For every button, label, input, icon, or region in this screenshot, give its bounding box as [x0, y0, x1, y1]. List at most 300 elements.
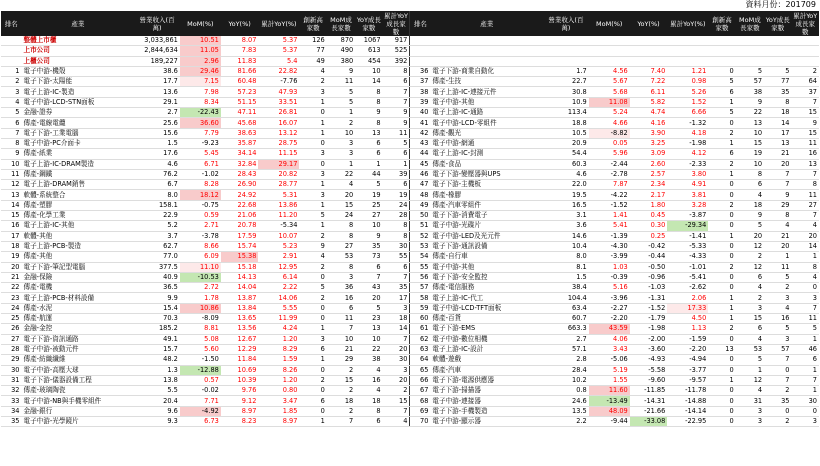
cell-yoy: 38.63 [221, 128, 259, 138]
cell-cum-count: 20 [383, 344, 410, 354]
cell-mom: 7.87 [589, 180, 630, 190]
cell-cum-yoy: 3.80 [667, 169, 708, 179]
cell-rank: 5 [1, 108, 22, 118]
cell-mom-count: 22 [736, 108, 764, 118]
cell-rank: 10 [1, 159, 22, 169]
cell-mom: -1.02 [180, 169, 221, 179]
summary-mom: 10.51 [180, 36, 221, 46]
cell-revenue: 104.4 [543, 293, 589, 303]
cell-new-high: 0 [299, 138, 326, 148]
cell-industry: 傳產-自行車 [430, 252, 543, 262]
cell-yoy: 4.16 [630, 118, 668, 128]
summary-row [1, 46, 819, 56]
cell-mom-count: 36 [327, 283, 355, 293]
cell-new-high: 1 [299, 128, 326, 138]
cell-yoy: 22.68 [221, 200, 259, 210]
cell-yoy: -33.08 [630, 416, 668, 426]
cell-revenue: 4.6 [543, 169, 589, 179]
cell-industry: 傳產-電線電纜 [22, 118, 135, 128]
cell-revenue: 0.8 [543, 386, 589, 396]
cell-new-high: 6 [299, 344, 326, 354]
col-header-mom: MoM(%) [589, 11, 630, 36]
cell-mom: 4.56 [589, 66, 630, 76]
cell-cum-count: 55 [383, 252, 410, 262]
cell-mom: 6.71 [180, 159, 221, 169]
empty-cell [791, 56, 819, 66]
cell-yoy: 12.29 [221, 344, 259, 354]
cell-industry: 電子下游-掃描器 [430, 386, 543, 396]
cell-cum-yoy: -4.94 [667, 355, 708, 365]
cell-rank: 70 [410, 416, 431, 426]
cell-cum-yoy: 5.55 [258, 303, 299, 313]
cell-yoy-count: 5 [355, 180, 382, 190]
cell-revenue: 15.6 [134, 128, 180, 138]
col-header-yoy-count: YoY成長家數 [355, 11, 382, 36]
cell-mom: -2.78 [589, 169, 630, 179]
cell-cum-count: 6 [791, 355, 819, 365]
cell-mom: 36.60 [180, 118, 221, 128]
table-row [1, 416, 819, 426]
empty-cell [791, 46, 819, 56]
cell-industry: 傳產-電信服務 [430, 283, 543, 293]
cell-yoy-count: 35 [355, 241, 382, 251]
cell-industry: 傳產-紙業 [22, 149, 135, 159]
cell-revenue: 3.6 [543, 221, 589, 231]
table-row [1, 334, 819, 344]
cell-new-high: 0 [708, 118, 735, 128]
cell-yoy-count: 10 [355, 66, 382, 76]
cell-revenue: 20.4 [134, 396, 180, 406]
cell-cum-count: 4 [791, 221, 819, 231]
cell-yoy: 6.11 [630, 87, 668, 97]
col-header-cum-count: 累計YoY成長家數 [383, 11, 408, 36]
cell-revenue: 18.8 [543, 118, 589, 128]
cell-yoy-count: 4 [355, 365, 382, 375]
empty-cell [410, 46, 431, 56]
cell-new-high: 0 [708, 272, 735, 282]
cell-cum-count: 3 [383, 365, 410, 375]
cell-yoy-count: 9 [355, 108, 382, 118]
cell-mom-count: 10 [327, 128, 355, 138]
cell-revenue: 63.4 [543, 303, 589, 313]
cell-cum-yoy: 28.75 [258, 138, 299, 148]
empty-cell [708, 46, 735, 56]
cell-cum-yoy: 17.33 [667, 303, 708, 313]
col-header-cum-yoy: 累計YoY(%) [258, 11, 299, 36]
cell-industry: 電子上游-IC-其他 [22, 221, 135, 231]
cell-yoy-count: 4 [355, 386, 382, 396]
cell-cum-count: 5 [791, 324, 819, 334]
cell-cum-count: 8 [383, 66, 410, 76]
cell-mom: 5.67 [589, 77, 630, 87]
cell-rank: 53 [410, 241, 431, 251]
cell-revenue: 13.5 [543, 406, 589, 416]
cell-revenue: 3.7 [134, 231, 180, 241]
cell-mom-count: 9 [327, 66, 355, 76]
cell-cum-count: 1 [383, 159, 410, 169]
cell-new-high: 3 [299, 169, 326, 179]
cell-cum-count: 7 [791, 169, 819, 179]
cell-cum-count: 6 [383, 262, 410, 272]
cell-new-high: 0 [299, 159, 326, 169]
cell-revenue: 29.1 [134, 97, 180, 107]
cell-industry: 傳產-塑膠 [22, 200, 135, 210]
cell-new-high: 1 [708, 314, 735, 324]
cell-rank: 52 [410, 231, 431, 241]
cell-rank: 40 [410, 108, 431, 118]
cell-industry: 電子中游-NB與手機零組件 [22, 396, 135, 406]
cell-revenue: 54.4 [543, 149, 589, 159]
cell-new-high: 3 [299, 149, 326, 159]
summary-yoy: 11.83 [221, 56, 259, 66]
table-row [1, 108, 819, 118]
cell-mom-count: 11 [327, 77, 355, 87]
cell-new-high: 1 [708, 231, 735, 241]
table-row [1, 128, 819, 138]
summary-yoy_n: 454 [355, 56, 382, 66]
cell-cum-yoy: 4.12 [667, 149, 708, 159]
cell-mom-count: 10 [736, 159, 764, 169]
cell-yoy: 11.84 [221, 355, 259, 365]
summary-revenue: 189,227 [134, 56, 180, 66]
cell-industry: 電子下游-工業電腦 [22, 128, 135, 138]
cell-mom-count: 29 [327, 355, 355, 365]
cell-mom-count: 31 [736, 396, 764, 406]
cell-industry: 電子下游-電源供應器 [430, 375, 543, 385]
table-row [1, 66, 819, 76]
cell-cum-yoy: 1.21 [667, 66, 708, 76]
summary-revenue: 2,844,634 [134, 46, 180, 56]
cell-mom-count: 9 [736, 211, 764, 221]
cell-mom-count: 3 [327, 149, 355, 159]
cell-new-high: 0 [708, 221, 735, 231]
cell-new-high: 0 [708, 241, 735, 251]
cell-yoy-count: 2 [764, 386, 791, 396]
cell-industry: 電子上游-IC-封測 [430, 149, 543, 159]
cell-yoy: 32.84 [221, 159, 259, 169]
cell-cum-yoy: 2.91 [258, 252, 299, 262]
cell-new-high: 0 [708, 386, 735, 396]
cell-yoy: 13.65 [221, 314, 259, 324]
cell-cum-count: 2 [791, 66, 819, 76]
cell-new-high: 0 [299, 303, 326, 313]
cell-mom-count: 12 [736, 241, 764, 251]
cell-yoy-count: 13 [355, 128, 382, 138]
cell-mom-count: 1 [327, 108, 355, 118]
cell-new-high: 2 [708, 262, 735, 272]
cell-revenue: 158.1 [134, 200, 180, 210]
cell-cum-yoy: 1.20 [258, 375, 299, 385]
cell-yoy: -21.66 [630, 406, 668, 416]
cell-new-high: 1 [299, 200, 326, 210]
cell-cum-count: 27 [791, 200, 819, 210]
cell-rank: 15 [1, 211, 22, 221]
cell-rank: 34 [1, 406, 22, 416]
cell-revenue: 62.7 [134, 241, 180, 251]
cell-yoy-count: 20 [764, 159, 791, 169]
cell-new-high: 0 [299, 365, 326, 375]
cell-yoy-count: 9 [355, 231, 382, 241]
cell-yoy-count: 5 [764, 324, 791, 334]
cell-cum-yoy: 2.06 [667, 293, 708, 303]
cell-revenue: 185.2 [134, 324, 180, 334]
cell-mom: -13.49 [589, 396, 630, 406]
cell-cum-count: 64 [791, 77, 819, 87]
cell-yoy: 3.09 [630, 149, 668, 159]
cell-rank: 46 [410, 169, 431, 179]
cell-new-high: 0 [708, 252, 735, 262]
cell-mom: -5.06 [589, 355, 630, 365]
cell-yoy: 0.45 [630, 211, 668, 221]
cell-mom: 7.79 [180, 128, 221, 138]
cell-yoy-count: 8 [764, 211, 791, 221]
cell-mom: -1.39 [589, 231, 630, 241]
cell-mom: 1.03 [589, 262, 630, 272]
cell-industry: 電子中游-其他 [430, 97, 543, 107]
cell-industry: 電子下游-EMS [430, 324, 543, 334]
cell-new-high: 5 [708, 77, 735, 87]
cell-mom-count: 2 [327, 118, 355, 128]
cell-mom: 11.60 [589, 386, 630, 396]
cell-industry: 電子下游-主機板 [430, 180, 543, 190]
table-row [1, 211, 819, 221]
cell-cum-count: 8 [383, 231, 410, 241]
cell-yoy: 9.76 [221, 386, 259, 396]
cell-new-high: 1 [299, 355, 326, 365]
cell-cum-yoy: -4.33 [667, 252, 708, 262]
cell-mom: 1.55 [589, 375, 630, 385]
cell-industry: 電子中游-顯示器 [430, 416, 543, 426]
cell-yoy: 9.12 [221, 396, 259, 406]
cell-revenue: 15.7 [134, 344, 180, 354]
cell-new-high: 9 [299, 241, 326, 251]
empty-cell [543, 36, 589, 46]
cell-new-high: 0 [708, 211, 735, 221]
cell-cum-yoy: 29.17 [258, 159, 299, 169]
cell-cum-count: 11 [791, 138, 819, 148]
cell-revenue: 15.4 [134, 303, 180, 313]
cell-cum-count: 4 [383, 416, 410, 426]
cell-industry: 傳產-汽車零組件 [430, 200, 543, 210]
cell-rank: 32 [1, 386, 22, 396]
cell-rank: 68 [410, 396, 431, 406]
cell-yoy: 45.68 [221, 118, 259, 128]
cell-cum-yoy: 11.20 [258, 211, 299, 221]
cell-yoy-count: 4 [764, 303, 791, 313]
summary-yoy_n: 1067 [355, 36, 382, 46]
cell-rank: 44 [410, 149, 431, 159]
cell-rank: 69 [410, 406, 431, 416]
cell-yoy-count: 43 [355, 283, 382, 293]
cell-mom-count: 2 [327, 386, 355, 396]
cell-mom: 4.06 [589, 334, 630, 344]
cell-cum-yoy: -14.14 [667, 406, 708, 416]
cell-cum-count: 20 [383, 375, 410, 385]
cell-mom-count: 15 [736, 314, 764, 324]
summary-revenue: 3,033,861 [134, 36, 180, 46]
cell-rank: 2 [1, 77, 22, 87]
cell-industry: 電子上游-IC-製造 [22, 87, 135, 97]
cell-yoy: 7.40 [630, 66, 668, 76]
cell-yoy: 2.60 [630, 159, 668, 169]
cell-mom-count: 5 [736, 66, 764, 76]
cell-mom: 1.41 [589, 211, 630, 221]
cell-yoy-count: 8 [355, 406, 382, 416]
cell-yoy: 1.80 [630, 200, 668, 210]
cell-cum-count: 37 [791, 87, 819, 97]
cell-industry: 電子下游-變壓器與UPS [430, 169, 543, 179]
cell-new-high: 2 [708, 324, 735, 334]
cell-rank: 27 [1, 334, 22, 344]
cell-mom: 5.08 [180, 334, 221, 344]
cell-mom-count: 4 [736, 386, 764, 396]
cell-yoy-count: 16 [355, 375, 382, 385]
cell-revenue: 13.8 [134, 375, 180, 385]
cell-mom-count: 3 [736, 303, 764, 313]
cell-revenue: 38.6 [134, 66, 180, 76]
cell-mom: 5.24 [589, 108, 630, 118]
cell-revenue: 38.4 [543, 283, 589, 293]
cell-cum-yoy: -1.32 [667, 118, 708, 128]
cell-cum-count: 9 [383, 108, 410, 118]
cell-new-high: 1 [708, 97, 735, 107]
cell-cum-count: 1 [791, 334, 819, 344]
cell-cum-yoy: -5.33 [667, 241, 708, 251]
cell-industry: 電子中游-數位相機 [430, 334, 543, 344]
cell-industry: 軟體-遊戲 [430, 355, 543, 365]
cell-industry: 電子下游-儀器設備工程 [22, 375, 135, 385]
cell-yoy-count: 14 [764, 118, 791, 128]
cell-cum-yoy: 2.22 [258, 283, 299, 293]
summary-mom: 11.05 [180, 46, 221, 56]
cell-yoy-count: 38 [355, 355, 382, 365]
cell-mom: -4.22 [589, 190, 630, 200]
cell-new-high: 5 [708, 108, 735, 118]
cell-cum-count: 3 [383, 303, 410, 313]
cell-mom: -3.99 [589, 252, 630, 262]
table-row [1, 97, 819, 107]
cell-yoy-count: 7 [764, 355, 791, 365]
cell-rank: 28 [1, 344, 22, 354]
cell-yoy: -1.31 [630, 293, 668, 303]
cell-mom-count: 7 [327, 324, 355, 334]
cell-cum-count: 18 [383, 314, 410, 324]
cell-revenue: 1.5 [134, 138, 180, 148]
cell-rank: 64 [410, 355, 431, 365]
cell-cum-yoy: 8.26 [258, 365, 299, 375]
cell-new-high: 1 [708, 138, 735, 148]
cell-revenue: 22.9 [134, 211, 180, 221]
cell-mom-count: 4 [736, 283, 764, 293]
cell-new-high: 1 [299, 118, 326, 128]
cell-rank: 42 [410, 128, 431, 138]
cell-yoy-count: 6 [355, 262, 382, 272]
cell-cum-yoy: -14.88 [667, 396, 708, 406]
empty-cell [543, 56, 589, 66]
cell-mom: 5.68 [589, 87, 630, 97]
empty-cell [791, 36, 819, 46]
table-row [1, 118, 819, 128]
cell-yoy: -1.79 [630, 314, 668, 324]
cell-new-high: 0 [299, 272, 326, 282]
cell-yoy-count: 18 [764, 108, 791, 118]
cell-yoy: 2.34 [630, 180, 668, 190]
cell-industry: 軟體-系統整合 [22, 190, 135, 200]
cell-mom: -8.09 [180, 314, 221, 324]
cell-new-high: 2 [299, 293, 326, 303]
cell-yoy: 51.15 [221, 97, 259, 107]
cell-yoy: -0.50 [630, 262, 668, 272]
cell-yoy: -11.85 [630, 386, 668, 396]
cell-yoy-count: 8 [355, 118, 382, 128]
cell-mom: 8.66 [180, 241, 221, 251]
table-row [1, 293, 819, 303]
cell-mom: 11.08 [589, 97, 630, 107]
cell-revenue: 10.9 [543, 97, 589, 107]
cell-new-high: 1 [299, 180, 326, 190]
cell-new-high: 1 [299, 324, 326, 334]
cell-mom-count: 53 [736, 344, 764, 354]
cell-cum-yoy: 3.47 [258, 396, 299, 406]
cell-yoy: 28.43 [221, 169, 259, 179]
summary-mom_n: 380 [327, 56, 355, 66]
cell-yoy: 35.87 [221, 138, 259, 148]
cell-mom: 1.78 [180, 293, 221, 303]
cell-mom-count: 57 [736, 77, 764, 87]
table-row [1, 262, 819, 272]
cell-mom: 6.09 [180, 252, 221, 262]
cell-mom-count: 5 [327, 97, 355, 107]
cell-industry: 電子上游-IC-代工 [430, 293, 543, 303]
cell-mom: 5.45 [180, 149, 221, 159]
cell-rank: 37 [410, 77, 431, 87]
cell-yoy-count: 8 [764, 97, 791, 107]
cell-mom: 0.59 [180, 211, 221, 221]
cell-yoy: 15.38 [221, 252, 259, 262]
cell-cum-yoy: 4.18 [667, 128, 708, 138]
cell-cum-count: 16 [791, 149, 819, 159]
cell-yoy: 47.11 [221, 108, 259, 118]
cell-new-high: 0 [708, 396, 735, 406]
cell-cum-yoy: -2.33 [667, 159, 708, 169]
cell-new-high: 0 [299, 406, 326, 416]
cell-revenue: 10.5 [543, 128, 589, 138]
cell-yoy-count: 13 [764, 138, 791, 148]
cell-mom: 7.15 [180, 77, 221, 87]
col-header-cum-count: 累計YoY成長家數 [793, 11, 818, 36]
cell-industry: 金融-金控 [22, 324, 135, 334]
cell-cum-count: 30 [383, 241, 410, 251]
cell-yoy: -3.60 [630, 344, 668, 354]
cell-yoy: 15.74 [221, 241, 259, 251]
cell-rank: 7 [1, 128, 22, 138]
cell-mom: -10.53 [180, 272, 221, 282]
cell-industry: 電子中游-LCD-STN面板 [22, 97, 135, 107]
empty-cell [667, 36, 708, 46]
table-row [1, 252, 819, 262]
col-header-mom-count: MoM成長家數 [327, 11, 355, 36]
cell-new-high: 6 [708, 149, 735, 159]
cell-mom-count: 15 [327, 375, 355, 385]
cell-cum-yoy: 1.13 [667, 324, 708, 334]
cell-rank: 23 [1, 293, 22, 303]
cell-yoy: 2.57 [630, 169, 668, 179]
cell-new-high: 1 [708, 375, 735, 385]
cell-mom-count: 5 [736, 355, 764, 365]
cell-revenue: 2.7 [543, 334, 589, 344]
cell-cum-count: 1 [791, 386, 819, 396]
cell-industry: 電子上游-PCB-製造 [22, 241, 135, 251]
